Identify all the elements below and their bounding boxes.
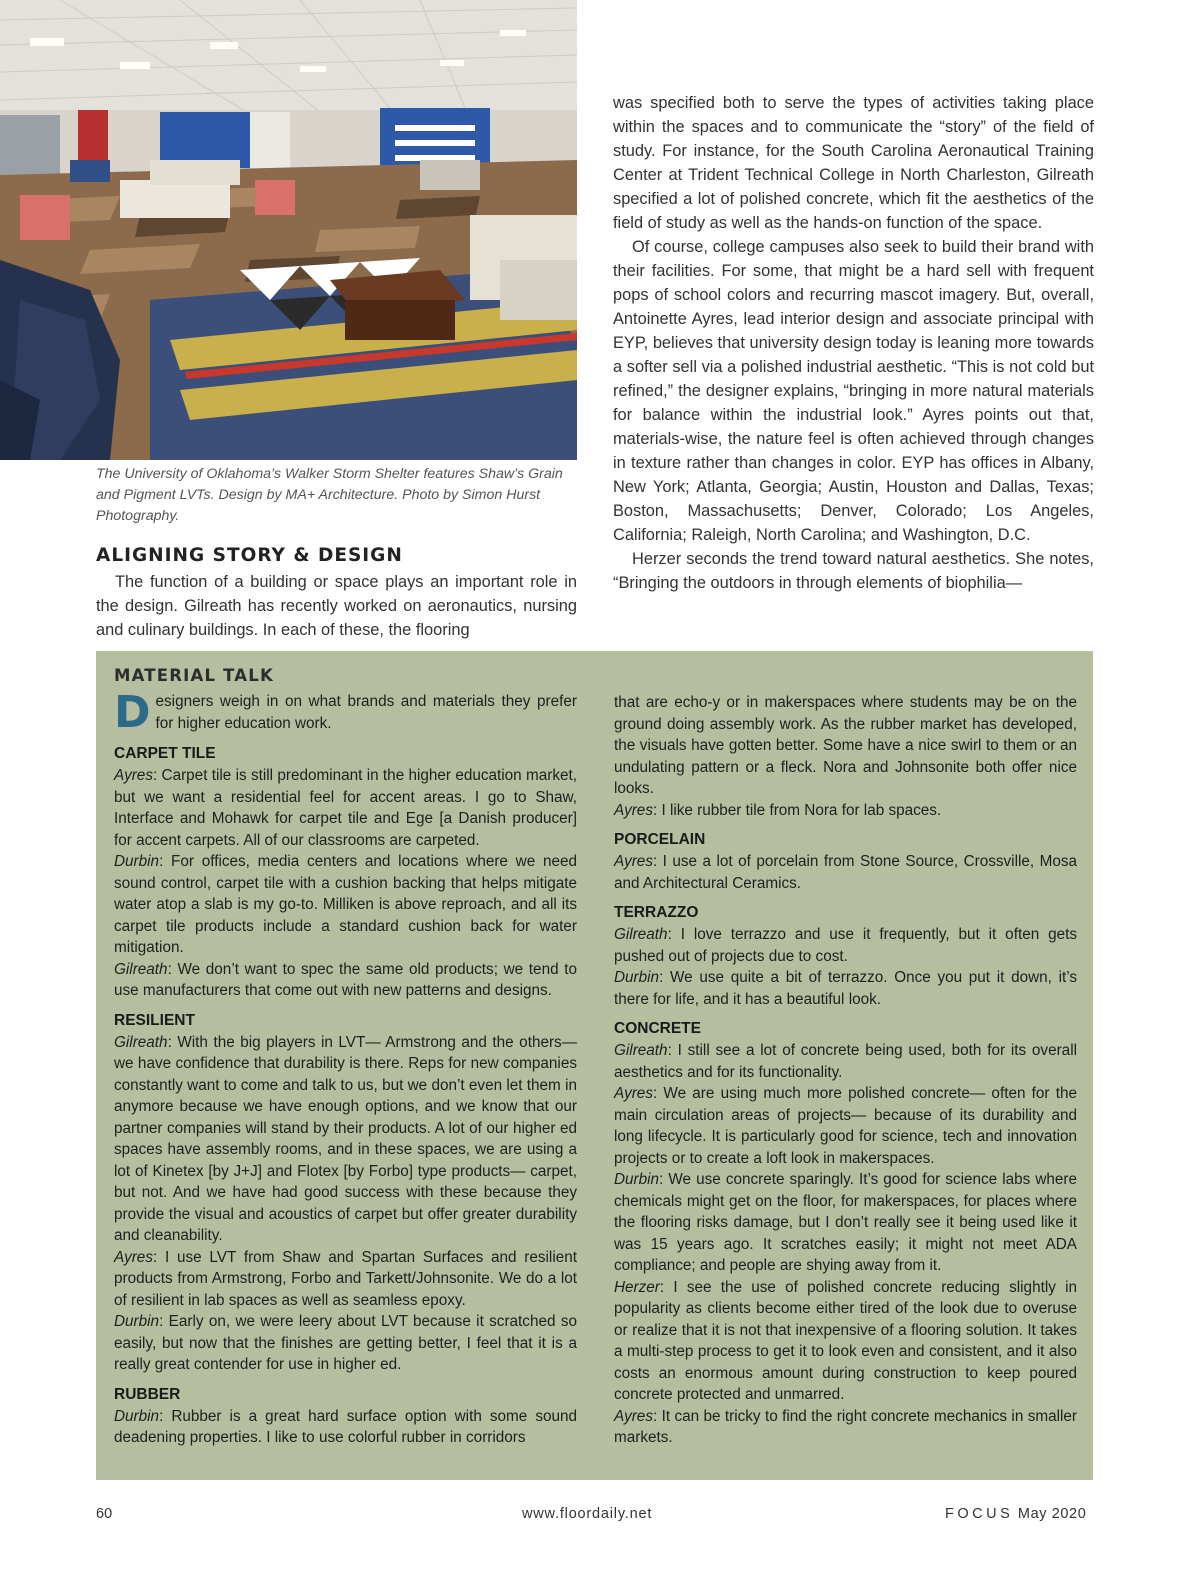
speaker-name: Ayres [614,853,653,870]
sidebar-right-column [614,692,1077,1449]
quote [614,924,1077,967]
quote-text: : Rubber is a great hard surface option with some sound deadening properties. I like to use colorful rubber in corridors [114,1407,577,1446]
subheading-concrete: CONCRETE [614,1020,701,1037]
speaker-name: Durbin [114,1313,160,1330]
article-photo [0,0,577,460]
subheading-rubber: RUBBER [114,1385,181,1403]
subheading-resilient: RESILIENT [114,1011,195,1029]
speaker-name: Gilreath [114,960,168,978]
quote-text: : We use quite a bit of terrazzo. Once you put it down, it’s there for life, and it has a beautiful look. [614,969,1077,1008]
magazine-name: FOCUS [945,1506,1014,1522]
quote [114,851,577,959]
quote-text: : I like rubber tile from Nora for lab spaces. [652,801,942,819]
article-paragraph: Herzer seconds the trend toward natural aesthetics. She notes, “Bringing the outdoors in through elements of biophilia— [613,550,1094,592]
photo-illustration [0,0,577,460]
speaker-name: Ayres [114,1248,153,1266]
quote [114,1032,577,1247]
quote [614,1406,1077,1449]
quote-text: : We don’t want to spec the same old products; we tend to use manufacturers that come out with new patterns and designs. [114,960,577,999]
speaker-name: Ayres [614,1085,653,1102]
quote [114,765,577,851]
sidebar-left-column [114,687,577,1449]
speaker-name: Durbin [614,969,660,986]
quote-text: : With the big players in LVT— Armstrong and the others— we have confidence that durability is there. Reps for new companies constantly want to come and talk to us, but we don’t even let them in anymore because we have enough options, and we know that our partner companies will stand by their products. A lot of our higher ed spaces have assembly rooms, and in these spaces, we are using a lot of Kinetex [by J+J] and Flotex [by Forbo] type products— carpet, but not. And we have had good success with these because they provide the visual and acoustics of carpet but offer greater durability and cleanability. [114,1033,577,1244]
drop-cap: D [114,687,151,738]
quote [614,1083,1077,1169]
issue-date: May 2020 [1017,1506,1087,1522]
quote-text: : I use a lot of porcelain from Stone Source, Crossville, Mosa and Architectural Ceramics. [614,853,1077,892]
quote-text: : We use concrete sparingly. It’s good for science labs where chemicals might get on the floor, for makerspaces, for places where the flooring risks damage, but I don’t really see it being used like it was 15 years ago. It scratches easily; it might not meet ADA compliance; and people are shying away from it. [614,1171,1077,1274]
sidebar-intro-text: esigners weigh in on what brands and materials they prefer for higher education work. [155,693,577,732]
quote [614,967,1077,1010]
quote [614,1277,1077,1406]
speaker-name: Ayres [614,1407,653,1425]
quote-text: : I still see a lot of concrete being used, both for its overall aesthetics and for its functionality. [614,1042,1077,1081]
quote-text: : It can be tricky to find the right concrete mechanics in smaller markets. [614,1407,1077,1446]
photo-caption: The University of Oklahoma’s Walker Storm Shelter features Shaw’s Grain and Pigment LVTs. Design by MA+ Architecture. Photo by Simon Hurst Photography. [96,466,563,524]
quote-text: : We are using much more polished concrete— often for the main circulation areas of projects— because of its durability and long lifecycle. It is particularly good for science, tech and innovation projects or to create a loft look in makerspaces. [614,1085,1077,1167]
quote-text: : Early on, we were leery about LVT because it scratched so easily, but now that the finishes are getting better, I feel that it is a really great contender for use in higher ed. [114,1313,577,1373]
article-paragraph: Of course, college campuses also seek to build their brand with their facilities. For some, that might be a hard sell with frequent pops of school colors and recurring mascot imagery. But, overall, Antoinette Ayres, lead interior design and associate principal with EYP, believes that university design today is leaning more towards a softer sell via a polished industrial aesthetic. “This is not cold but refined,” the designer explains, “bringing in more natural materials for balance within the industrial look.” Ayres points out that, materials-wise, the nature feel is often achieved through changes in texture rather than changes in color. EYP has offices in Albany, New York; Atlanta, Georgia; Austin, Houston and Dallas, Texas; Boston, Massachusetts; Denver, Colorado; Los Angeles, California; Raleigh, North Carolina; and Washington, D.C. [613,238,1094,544]
speaker-name: Ayres [614,801,653,819]
quote [614,1169,1077,1277]
sidebar-intro [114,687,577,738]
quote-text: : I see the use of polished concrete reducing slightly in popularity as clients become either tired of the look due to overuse or realize that it is not that inexpensive of a flooring solution. It takes a multi-step process to get it to look even and consistent, and it also costs an enormous amount during construction to keep poured concrete protected and unmarred. [614,1278,1077,1403]
subheading-porcelain: PORCELAIN [614,831,706,848]
speaker-name: Gilreath [614,926,668,943]
quote [114,959,577,1002]
speaker-name: Herzer [614,1278,660,1296]
speaker-name: Gilreath [114,1033,168,1051]
speaker-name: Durbin [114,853,160,870]
quote [114,1247,577,1312]
footer-url: www.floordaily.net [522,1506,653,1522]
quote [114,1311,577,1376]
quote [114,1406,577,1449]
page-number: 60 [96,1506,113,1522]
speaker-name: Durbin [114,1407,160,1425]
quote-text: : I love terrazzo and use it frequently, but it often gets pushed out of projects due to cost. [614,926,1077,965]
article-left-column [96,570,577,642]
quote-text: : Carpet tile is still predominant in the higher education market, but we want a residential feel for accent areas. I go to Shaw, Interface and Mohawk for carpet tile and Ege [a Danish producer] for accent carpets. All of our classrooms are carpeted. [114,767,577,849]
quote [614,800,1077,822]
sidebar-title: MATERIAL TALK [114,666,274,685]
subheading-terrazzo: TERRAZZO [614,904,699,921]
section-heading: ALIGNING STORY & DESIGN [96,545,403,566]
quote-text: : For offices, media centers and locations where we need sound control, carpet tile with a cushion backing that helps mitigate water atop a slab is my go-to. Milliken is above reproach, and all its carpet tile products include a standard cushion back for water mitigation. [114,853,577,956]
speaker-name: Ayres [114,767,153,784]
quote-continued: that are echo-y or in makerspaces where students may be on the ground doing assembly work. As the rubber market has developed, the visuals have gotten better. Some have a nice swirl to them or an undulating pattern or a fleck. Nora and Johnsonite both offer nice looks. [614,694,1077,797]
speaker-name: Durbin [614,1171,660,1188]
quote-text: : I use LVT from Shaw and Spartan Surfaces and resilient products from Armstrong, Forbo and Tarkett/Johnsonite. We do a lot of resilient in lab spaces as well as seamless epoxy. [114,1248,577,1309]
speaker-name: Gilreath [614,1042,668,1059]
article-right-column [613,91,1094,595]
article-paragraph: was specified both to serve the types of activities taking place within the spaces and to communicate the “story” of the field of study. For instance, for the South Carolina Aeronautical Training Center at Trident Technical College in North Charleston, Gilreath specified a lot of polished concrete, which fit the aesthetics of the field of study as well as the hands-on function of the space. [613,94,1094,232]
subheading-carpet-tile: CARPET TILE [114,745,216,762]
quote [614,851,1077,894]
material-talk-sidebar [96,651,1093,1480]
footer-magazine-issue [945,1506,1086,1522]
quote [614,1040,1077,1083]
article-paragraph: The function of a building or space plays an important role in the design. Gilreath has recently worked on aeronautics, nursing and culinary buildings. In each of these, the flooring [96,573,577,639]
